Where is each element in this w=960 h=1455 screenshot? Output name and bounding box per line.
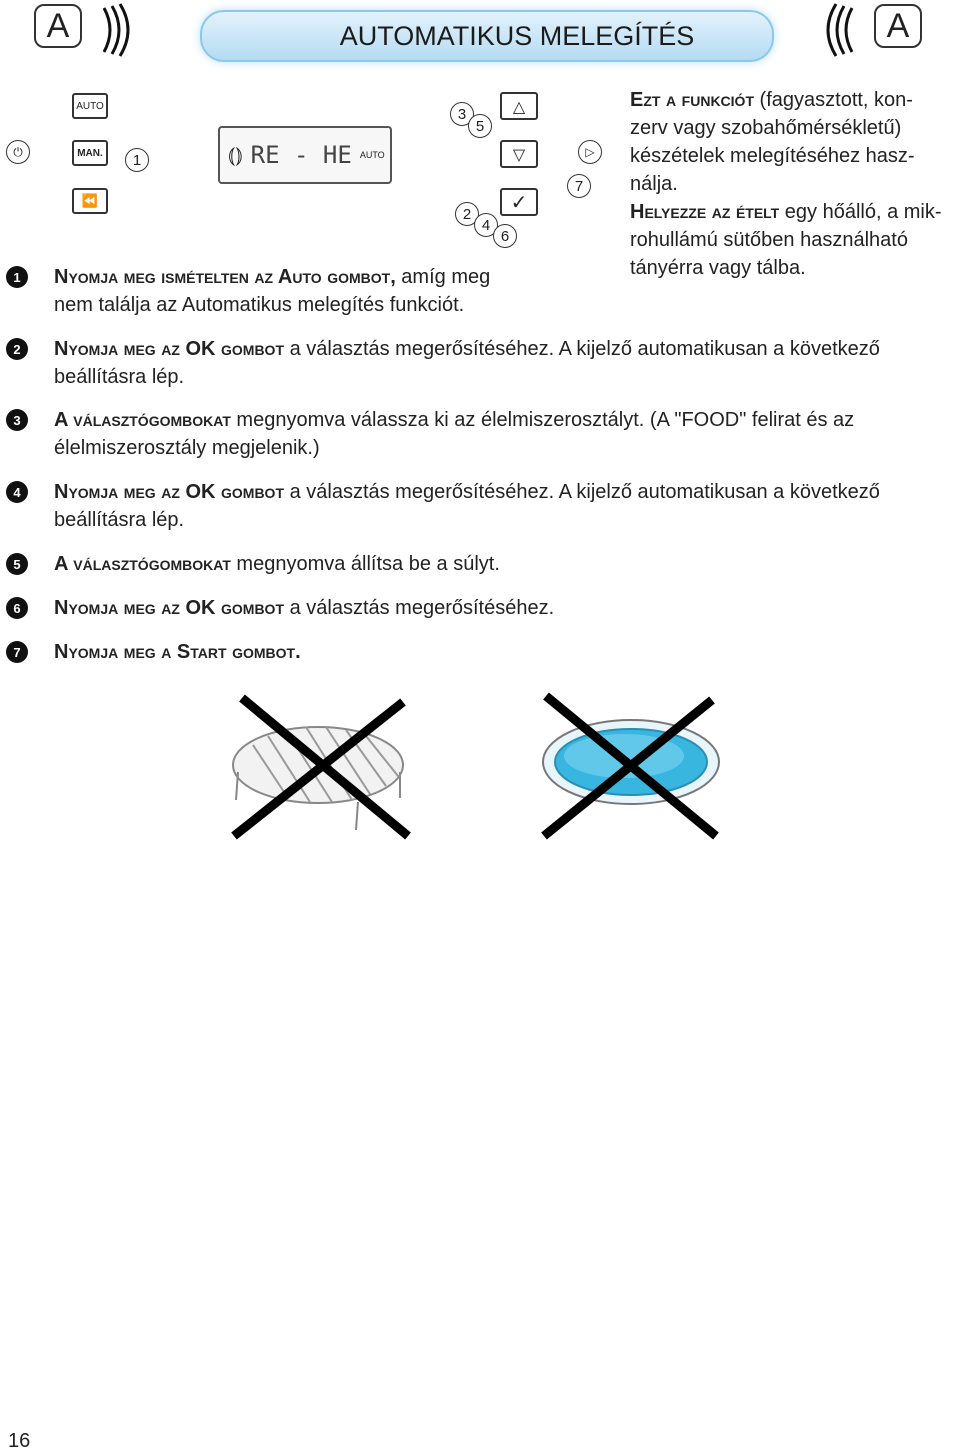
step-text: Nyomja meg ismételten az Auto gombot, amíg meg nem találja az Automatikus melegítés funkciót. [54,266,491,316]
man-button[interactable]: MAN. [72,140,108,166]
page-number: 16 [8,1430,31,1452]
step-text: Nyomja meg az OK gombot a választás megerősítéséhez. [54,597,555,619]
auto-button[interactable]: AUTO [72,93,108,119]
step-number: 4 [6,481,28,503]
rewind-icon[interactable]: ⏪ [72,188,108,214]
step-text: Nyomja meg az OK gombot a választás megerősítéséhez. A kijelző automatikusan a következő beállításra lép. [54,481,880,531]
step-text: A választógombokat megnyomva válassza ki az élelmiszerosztályt. (A "FOOD" felirat és az élelmiszerosztály megjelenik.) [54,409,855,459]
language-badge-right: A [874,4,922,48]
crossed-out-grill-rack-illustration [228,690,418,844]
callout-1: 1 [125,148,149,172]
step-text: Nyomja meg a Start gombot. [54,641,301,663]
power-icon[interactable]: ⏻ [6,140,30,164]
triangle-up-icon[interactable]: △ [500,92,538,120]
triangle-down-icon[interactable]: ▽ [500,140,538,168]
wave-icon-left [96,2,136,62]
lcd-display: ⦅⦆ RE - HE AUTO [218,126,392,184]
step-text: Nyomja meg az OK gombot a választás megerősítéséhez. A kijelző automatikusan a következő beállításra lép. [54,338,880,388]
step-number: 5 [6,553,28,575]
callout-6: 6 [493,224,517,248]
callout-7: 7 [567,174,591,198]
info-box: Ezt a funkciót (fagyasztott, kon- zerv vagy szobahőmérsékletű) készételek melegítéséhez hasz- nálja. Helyezze az ételt egy hőálló, a mik- rohullámú sütőben használható tányérra vagy tálba. [630,89,942,279]
callout-5: 5 [468,114,492,138]
callout-4: 4 [474,213,498,237]
step-number: 3 [6,409,28,431]
callout-3: 3 [450,102,474,126]
display-wave-icon: ⦅⦆ [228,142,243,168]
step-text: A választógombokat megnyomva állítsa be a súlyt. [54,553,500,575]
step-number: 7 [6,641,28,663]
page-title: AUTOMATIKUS MELEGÍTÉS [200,10,774,62]
step-number: 6 [6,597,28,619]
wave-icon-right [820,2,860,62]
callout-2: 2 [455,202,479,226]
crossed-out-crisp-plate-illustration [536,690,726,844]
step-number: 1 [6,266,28,288]
checkmark-icon[interactable]: ✓ [500,188,538,216]
play-icon[interactable]: ▷ [578,140,602,164]
language-badge-left: A [34,4,82,48]
step-number: 2 [6,338,28,360]
